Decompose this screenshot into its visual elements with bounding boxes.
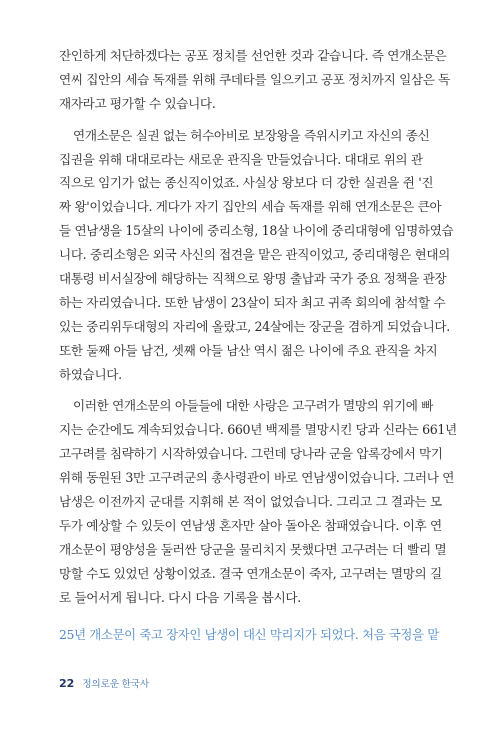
text-line: 개소문이 평양성을 둘러싼 당군을 물리치지 못했다면 고구려는 더 빨리 멸 — [59, 541, 447, 557]
text-line: 니다. 중리소형은 외국 사신의 접견을 맡은 관직이었고, 중리대형은 현대의 — [59, 247, 450, 263]
page-number: 22 — [59, 677, 75, 690]
text-line: 잔인하게 처단하겠다는 공포 정치를 선언한 것과 같습니다. 즉 연개소문은 — [59, 48, 447, 63]
text-line: 재자라고 평가할 수 있습니다. — [59, 95, 216, 111]
text-line: 들 연남생을 15살의 나이에 중리소형, 18살 나이에 중리대형에 임명하였습 — [59, 223, 454, 239]
historical-quote: 25년 개소문이 죽고 장자인 남생이 대신 막리지가 되었다. 처음 국정을 맡 — [59, 627, 439, 642]
text-line: 연씨 집안의 세습 독재를 위해 쿠데타를 일으키고 공포 정치까지 일삼은 독 — [59, 71, 450, 87]
book-title: 정의로운 한국사 — [82, 679, 150, 690]
text-line: 망할 수도 있었던 상황이었죠. 결국 연개소문이 죽자, 고구려는 멸망의 길 — [59, 565, 442, 581]
text-line: 로 들어서게 됩니다. 다시 다음 기록을 봅시다. — [59, 589, 301, 605]
text-line: 집권을 위해 대대로라는 새로운 관직을 만들었습니다. 대대로 위의 관 — [59, 151, 423, 167]
text-line: 연개소문은 실권 없는 허수아비로 보장왕을 즉위시키고 자신의 종신 — [73, 127, 430, 143]
text-line: 직으로 임기가 없는 종신직이었죠. 사실상 왕보다 더 강한 실권을 쥔 '진 — [59, 175, 434, 191]
text-line: 두가 예상할 수 있듯이 연남생 혼자만 살아 돌아온 참패였습니다. 이후 연 — [59, 517, 442, 533]
text-line: 지는 순간에도 계속되었습니다. 660년 백제를 멸망시킨 당과 신라는 661년 — [59, 422, 457, 438]
page-footer — [59, 676, 149, 694]
text-line: 하였습니다. — [59, 366, 122, 382]
text-line: 대통령 비서실장에 해당하는 직책으로 왕명 출납과 국가 중요 정책을 관장 — [59, 271, 447, 287]
body-text — [59, 44, 457, 609]
text-line: 남생은 이전까지 군대를 지휘해 본 적이 없었습니다. 그리고 그 결과는 모 — [59, 494, 442, 510]
text-line: 이러한 연개소문의 아들들에 대한 사랑은 고구려가 멸망의 위기에 빠 — [73, 398, 434, 414]
text-line: 위해 동원된 3만 고구려군의 총사령관이 바로 연남생이었습니다. 그러나 연 — [59, 470, 455, 486]
text-line: 짜 왕'이었습니다. 게다가 자기 집안의 세습 독재를 위해 연개소문은 큰아 — [59, 199, 442, 215]
text-line: 또한 둘째 아들 남건, 셋째 아들 남산 역시 젊은 나이에 주요 관직을 차지 — [59, 342, 438, 358]
text-line: 있는 중리위두대형의 자리에 올랐고, 24살에는 장군을 겸하게 되었습니다. — [59, 318, 450, 334]
text-line: 고구려를 침략하기 시작하였습니다. 그런데 당나라 군을 압록강에서 막기 — [59, 446, 443, 462]
text-line: 하는 자리였습니다. 또한 남생이 23살이 되자 최고 귀족 회의에 참석할 수 — [59, 294, 446, 310]
